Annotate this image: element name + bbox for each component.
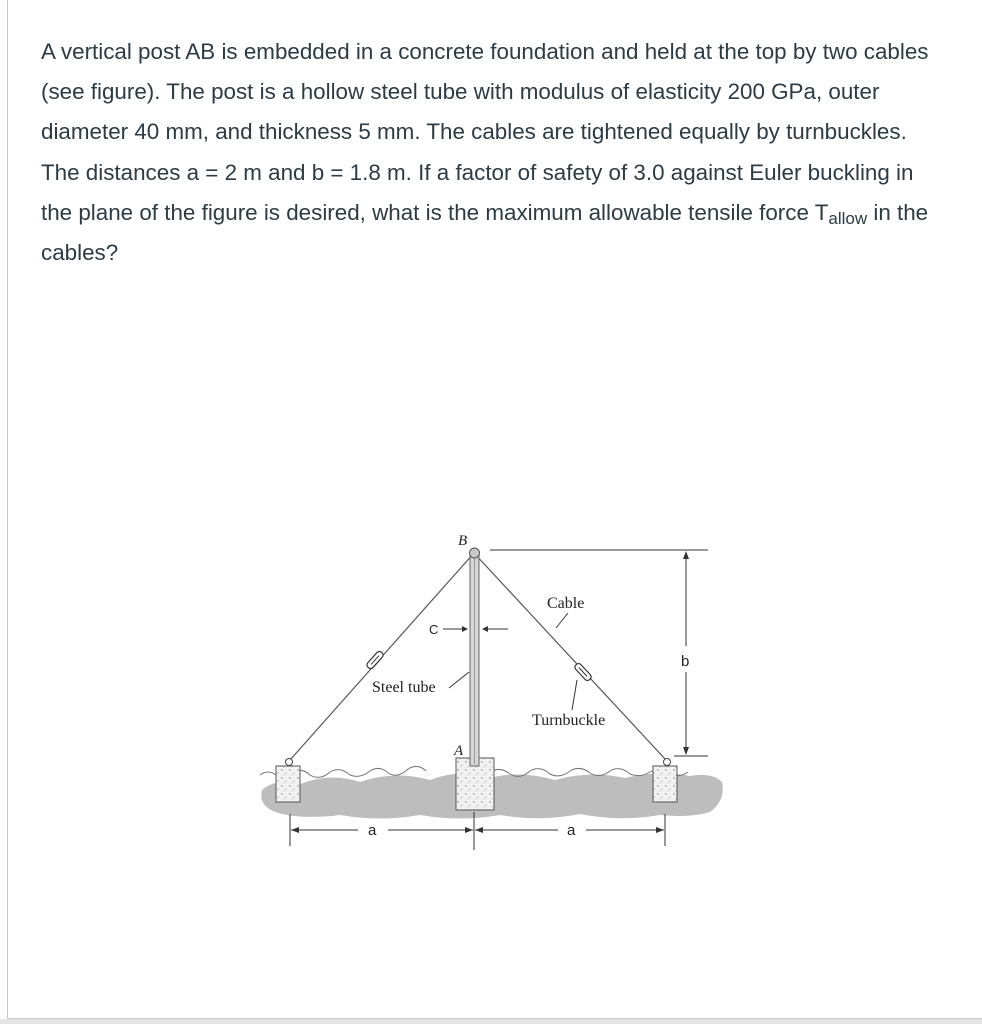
left-anchor-eye [286, 759, 293, 766]
left-turnbuckle [366, 650, 385, 670]
dimension-a-left-label: a [368, 822, 377, 839]
a-right-arrowhead-2 [656, 827, 664, 833]
right-anchor-eye [664, 759, 671, 766]
steel-tube-label: Steel tube [372, 679, 436, 696]
section-c-arrowhead-left [462, 626, 468, 632]
dimension-a-right-label: a [567, 822, 576, 839]
turnbuckle-leader [572, 680, 577, 710]
point-a-label-visible: A [454, 743, 464, 759]
subscript-allow: allow [828, 208, 868, 228]
cable-leader [556, 613, 568, 628]
turnbuckle-label: Turnbuckle [532, 712, 606, 729]
problem-text: A vertical post AB is embedded in a concrete foundation and held at the top by two cables (see figure). The post is a hollow steel tube with modulus of elasticity 200 GPa, outer diameter 40 mm, and thickness 5 mm. The cables are tightened equally by turnbuckles. The distances a = 2 m and b = 1.8 m. If a factor of safety of 3.0 against Euler buckling in the plane of the figure is desired, what is the maximum allowable tensile force T [41, 39, 929, 225]
cable-label: Cable [547, 595, 585, 612]
problem-text-end: in the cables? [41, 199, 929, 266]
section-c-label: C [429, 622, 439, 637]
b-arrowhead-bottom [683, 747, 689, 755]
right-turnbuckle [574, 662, 593, 681]
a-left-arrowhead-1 [291, 827, 299, 833]
right-anchor-block [653, 766, 677, 802]
steel-tube-leader [449, 672, 469, 688]
b-arrowhead-top [683, 551, 689, 559]
section-c-arrowhead-right [482, 626, 488, 632]
top-cap [470, 548, 480, 558]
point-b-label: B [458, 533, 468, 549]
a-right-arrowhead-1 [475, 827, 483, 833]
a-left-arrowhead-2 [465, 827, 473, 833]
left-anchor-block [276, 766, 300, 802]
dimension-b-label: b [681, 653, 690, 670]
